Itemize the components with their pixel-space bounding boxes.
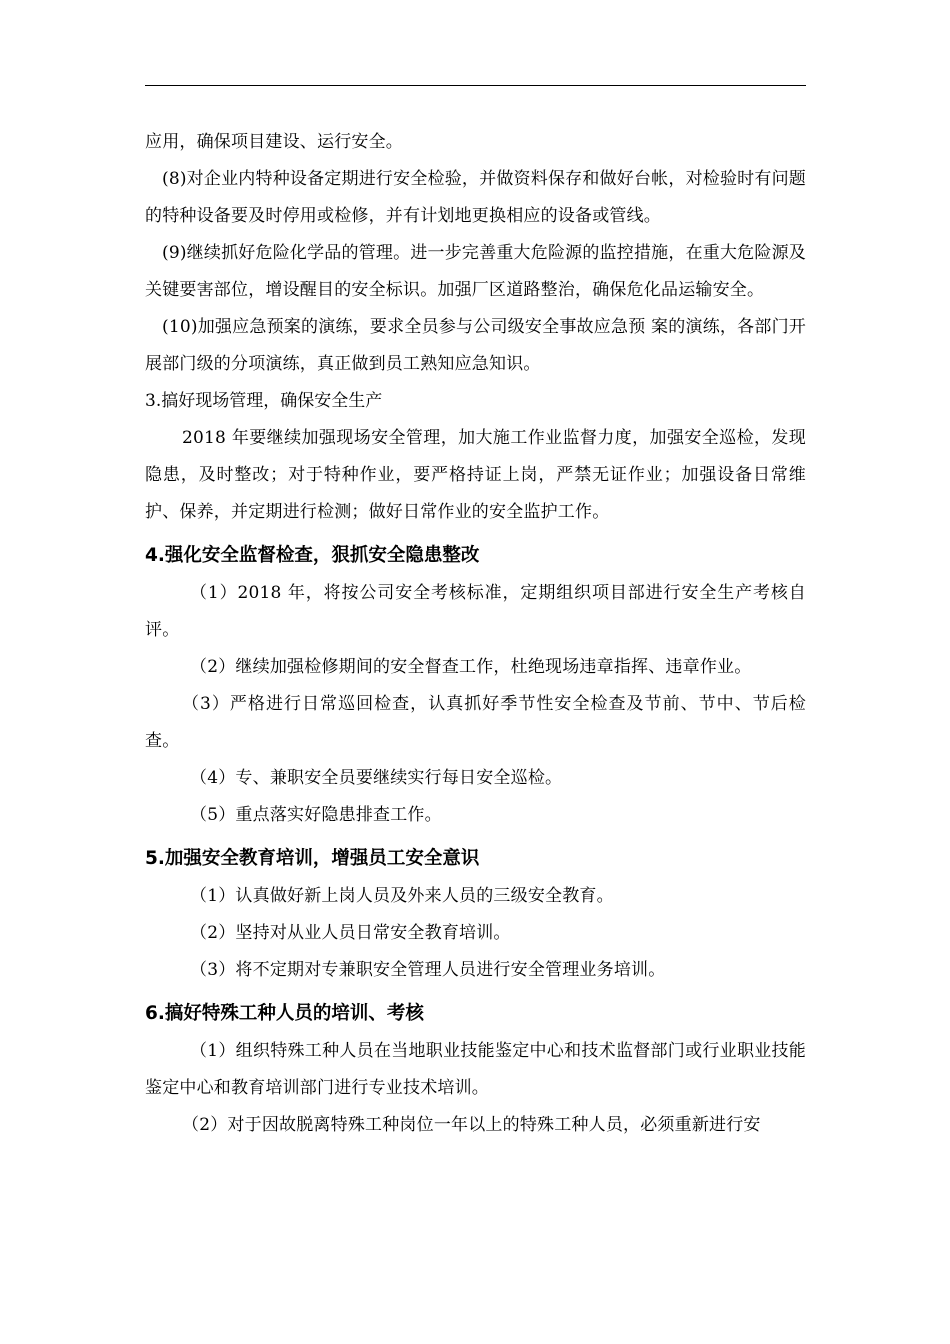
list-item: （1）组织特殊工种人员在当地职业技能鉴定中心和技术监督部门或行业职业技能鉴定中心和教育培训部门进行专业技术培训。 xyxy=(145,1041,806,1098)
list-item: （2）继续加强检修期间的安全督查工作，杜绝现场违章指挥、违章作业。 xyxy=(190,657,752,677)
list-item: （2）坚持对从业人员日常安全教育培训。 xyxy=(190,923,511,943)
paragraph-item-8: (8)对企业内特种设备定期进行安全检验，并做资料保存和做好台帐，对检验时有问题的特种设备要及时停用或检修，并有计划地更换相应的设备或管线。 xyxy=(145,169,806,226)
paragraph-item-10: (10)加强应急预案的演练，要求全员参与公司级安全事故应急预 案的演练，各部门开展部门级的分项演练，真正做到员工熟知应急知识。 xyxy=(145,317,806,374)
paragraph-site-management: 2018 年要继续加强现场安全管理，加大施工作业监督力度，加强安全巡检，发现隐患，及时整改；对于特种作业，要严格持证上岗，严禁无证作业；加强设备日常维护、保养，并定期进行检测；做好日常作业的安全监护工作。 xyxy=(145,428,806,522)
list-item: （3）将不定期对专兼职安全管理人员进行安全管理业务培训。 xyxy=(190,960,666,980)
list-item: （3）严格进行日常巡回检查，认真抓好季节性安全检查及节前、节中、节后检查。 xyxy=(145,694,806,751)
paragraph-item-9: (9)继续抓好危险化学品的管理。进一步完善重大危险源的监控措施，在重大危险源及关键要害部位，增设醒目的安全标识。加强厂区道路整治，确保危化品运输安全。 xyxy=(145,243,806,300)
header-rule xyxy=(145,85,806,86)
subheading-3: 3.搞好现场管理，确保安全生产 xyxy=(145,391,383,411)
document-body xyxy=(145,124,806,1144)
section-heading-4: 4.强化安全监督检查，狠抓安全隐患整改 xyxy=(145,545,480,566)
section-heading-5: 5.加强安全教育培训，增强员工安全意识 xyxy=(145,848,480,869)
list-item: （1）2018 年，将按公司安全考核标准，定期组织项目部进行安全生产考核自评。 xyxy=(145,583,806,640)
section-heading-6: 6.搞好特殊工种人员的培训、考核 xyxy=(145,1003,424,1024)
list-item: （4）专、兼职安全员要继续实行每日安全巡检。 xyxy=(190,768,563,788)
paragraph: 应用，确保项目建设、运行安全。 xyxy=(145,132,403,152)
list-item: （5）重点落实好隐患排查工作。 xyxy=(190,805,442,825)
list-item: （1）认真做好新上岗人员及外来人员的三级安全教育。 xyxy=(190,886,614,906)
list-item: （2）对于因故脱离特殊工种岗位一年以上的特殊工种人员，必须重新进行安 xyxy=(182,1115,761,1135)
